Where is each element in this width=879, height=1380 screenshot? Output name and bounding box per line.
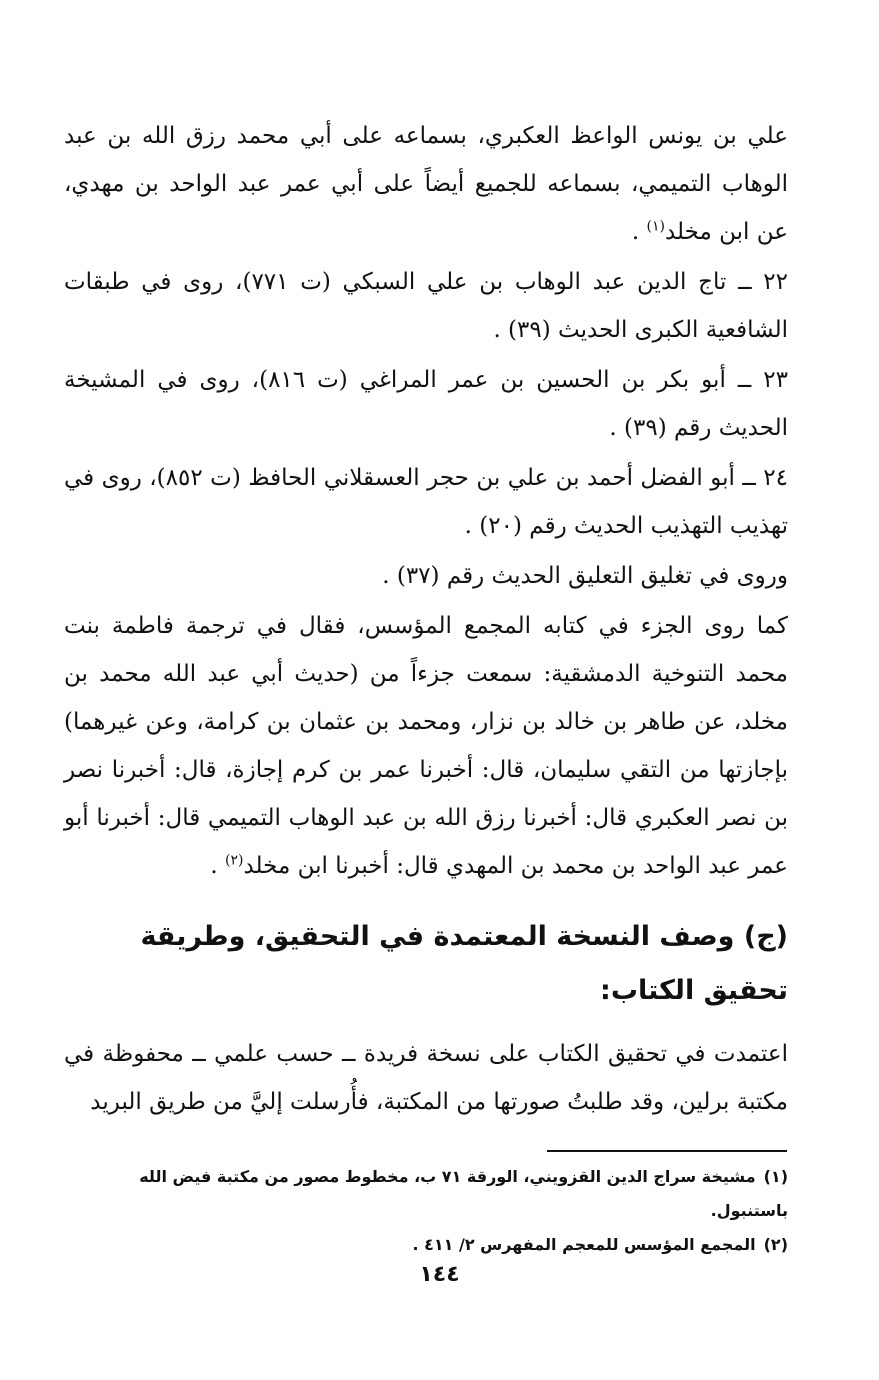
footnote-divider <box>547 1150 787 1152</box>
footnote-number: (١) <box>763 1167 788 1186</box>
section-heading: (ج) وصف النسخة المعتمدة في التحقيق، وطريقة تحقيق الكتاب: <box>140 921 788 1006</box>
paragraph-text: كما روى الجزء في كتابه المجمع المؤسس، فقال في ترجمة فاطمة بنت محمد التنوخية الدمشقية: سمعت جزءاً من (حديث أبي عبد الله محمد بن مخلد، عن طاهر بن خالد بن نزار، ومحمد بن عثمان بن كرامة، وعن غيرهما) بإجازتها من التقي سليمان، قال: أخبرنا عمر بن كرم إجازة، قال: أخبرنا نصر بن نصر العكبري قال: أخبرنا رزق الله بن عبد الوهاب التميمي قال: أخبرنا أبو عمر عبد الواحد بن محمد بن المهدي قال: أخبرنا ابن مخلد <box>64 613 788 879</box>
paragraph-taghliq: وروى في تغليق التعليق الحديث رقم (٣٧) . <box>382 563 788 589</box>
paragraph-tail: . <box>631 219 647 245</box>
footnote-reference: (١) <box>646 218 665 235</box>
main-text <box>64 112 788 1128</box>
footnotes-section <box>64 1160 788 1262</box>
paragraph-item-23: ٢٣ ــ أبو بكر بن الحسين بن عمر المراغي (ت ٨١٦)، روى في المشيخة الحديث رقم (٣٩) . <box>64 367 788 441</box>
footnote-reference: (٢) <box>225 852 244 869</box>
paragraph-manuscript-description: اعتمدت في تحقيق الكتاب على نسخة فريدة ــ حسب علمي ــ محفوظة في مكتبة برلين، وقد طلبتُ صورتها من المكتبة، فأُرسلت إليَّ من طريق البريد <box>64 1041 788 1115</box>
paragraph-item-22: ٢٢ ــ تاج الدين عبد الوهاب بن علي السبكي (ت ٧٧١)، روى في طبقات الشافعية الكبرى الحديث (٣٩) . <box>64 269 788 343</box>
paragraph-text: علي بن يونس الواعظ العكبري، بسماعه على أبي محمد رزق الله بن عبد الوهاب التميمي، بسماعه للجميع أيضاً على أبي عمر عبد الواحد بن مهدي، عن ابن مخلد <box>64 123 788 245</box>
paragraph-tail: . <box>210 853 226 879</box>
footnote-text: مشيخة سراج الدين القزويني، الورقة ٧١ ب، مخطوط مصور من مكتبة فيض الله باستنبول. <box>139 1167 788 1220</box>
footnote-2 <box>64 1228 788 1262</box>
page-number: ١٤٤ <box>419 1262 460 1287</box>
footnote-number: (٢) <box>763 1235 788 1254</box>
paragraph-item-24: ٢٤ ــ أبو الفضل أحمد بن علي بن حجر العسقلاني الحافظ (ت ٨٥٢)، روى في تهذيب التهذيب الحديث رقم (٢٠) . <box>64 465 788 539</box>
footnote-text: المجمع المؤسس للمعجم المفهرس ٢/ ٤١١ . <box>412 1235 756 1254</box>
paragraph-chain-continuation <box>64 112 788 256</box>
paragraph-majma-muassas <box>64 602 788 890</box>
footnote-1 <box>64 1160 788 1228</box>
